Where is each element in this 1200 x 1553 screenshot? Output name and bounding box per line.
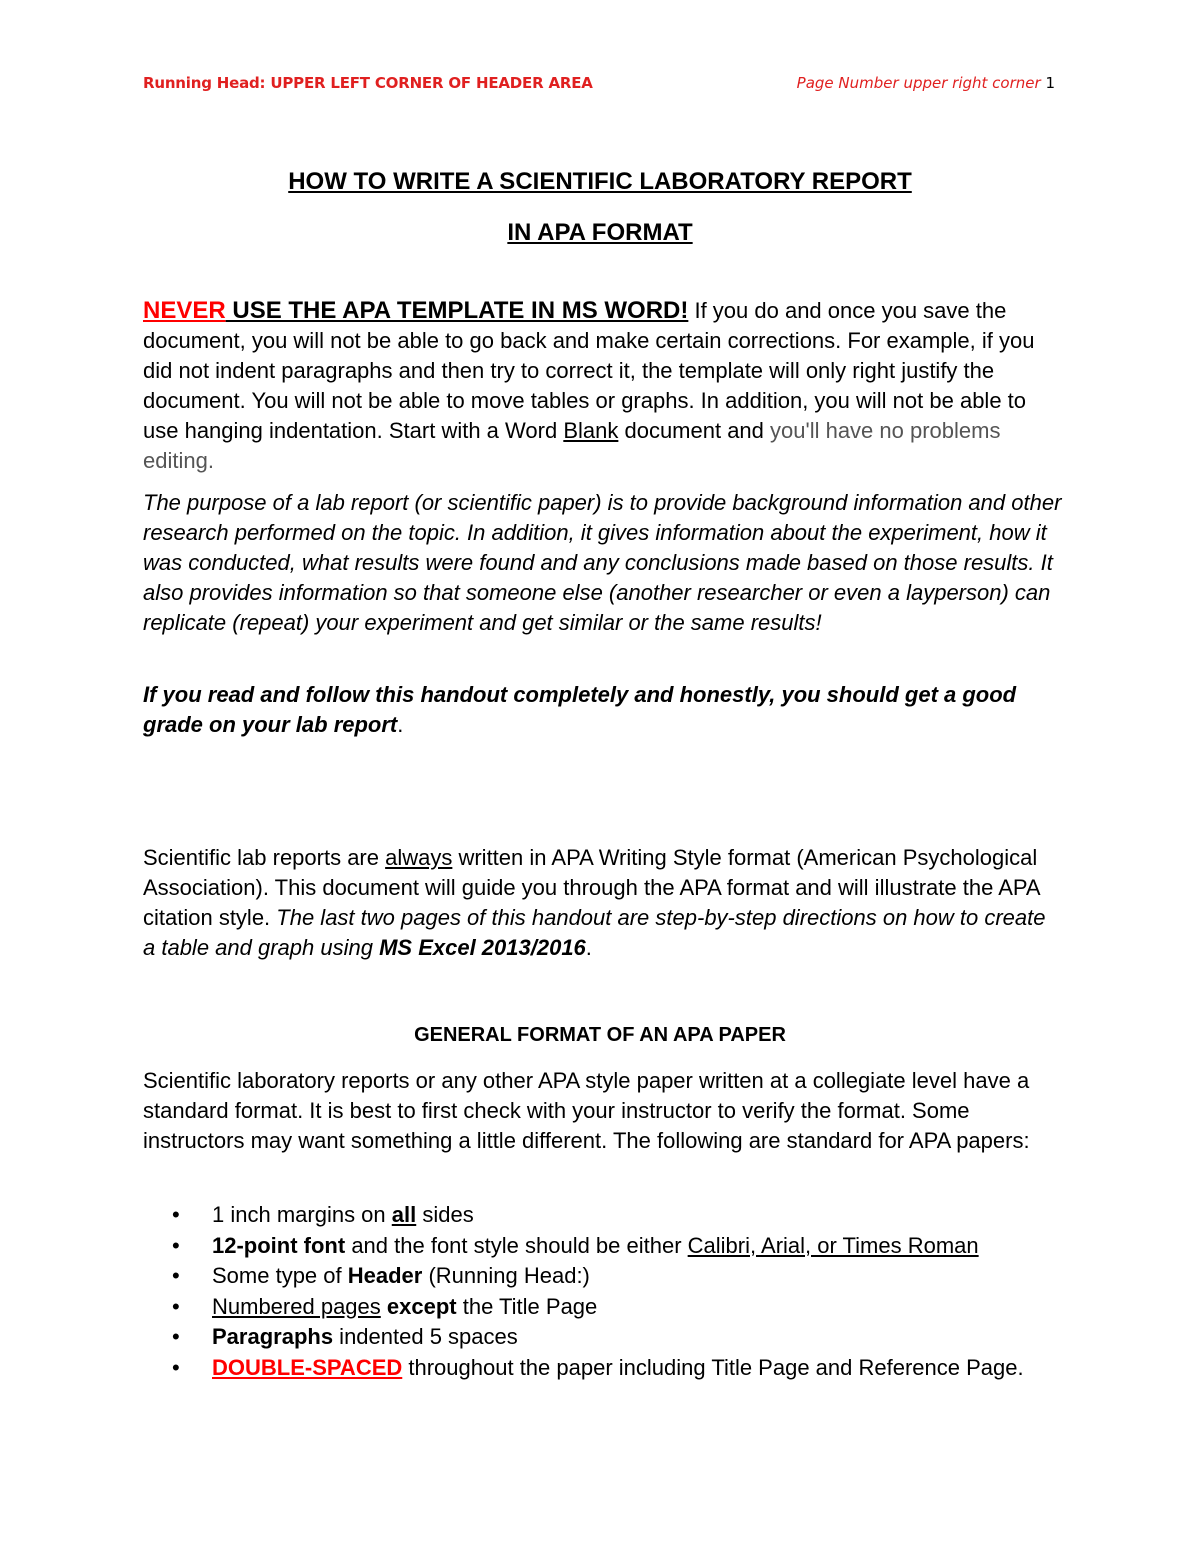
warning-body-tail: you'll have no problems editing. [143, 418, 1001, 473]
running-head: Running Head: UPPER LEFT CORNER OF HEADER AREA [143, 74, 593, 92]
warning-headline: USE THE APA TEMPLATE IN MS WORD! [225, 297, 689, 324]
advice-period: . [397, 712, 404, 737]
list-item-text: 1 inch margins on [212, 1202, 392, 1227]
all-emphasis: all [391, 1202, 417, 1227]
page-number-area [797, 74, 1055, 92]
list-item-text: indented 5 spaces [333, 1324, 518, 1349]
blank-emphasis: Blank [563, 418, 619, 443]
never-emphasis: NEVER [143, 297, 226, 324]
font-styles-emphasis: Calibri, Arial, or Times Roman [687, 1232, 979, 1258]
list-item [143, 1231, 1043, 1262]
general-format-heading: GENERAL FORMAT OF AN APA PAPER [414, 1024, 786, 1046]
list-item-text: Some type of [212, 1263, 348, 1288]
list-item-text: (Running Head:) [422, 1263, 590, 1288]
list-item [143, 1200, 1043, 1231]
page-number-label: Page Number upper right corner [796, 74, 1041, 92]
intro-text-4: . [585, 935, 592, 960]
template-warning-paragraph [143, 296, 1063, 476]
list-item-text: sides [416, 1202, 474, 1227]
apa-format-list [143, 1200, 1043, 1383]
list-item-text: and the font style should be either [345, 1232, 688, 1258]
header-emphasis: Header [347, 1263, 423, 1288]
intro-text-2: written in APA Writing Style format (American Psychological Association). This document will guide you through the APA format and will illustrate the APA citation style. [143, 845, 1040, 930]
always-emphasis: always [385, 845, 453, 870]
general-format-paragraph: Scientific laboratory reports or any other APA style paper written at a collegiate level have a standard format. It is best to first check with your instructor to verify the format. Some instructors may want something a little different. The following are standard for APA papers: [143, 1068, 1030, 1153]
page-number: 1 [1045, 74, 1055, 92]
list-item-text: the Title Page [456, 1293, 598, 1319]
paragraphs-emphasis: Paragraphs [212, 1324, 334, 1349]
list-item [143, 1353, 1043, 1384]
intro-text-1: Scientific lab reports are [143, 845, 386, 870]
excel-emphasis: MS Excel 2013/2016 [379, 935, 586, 960]
font-size-emphasis: 12-point font [212, 1232, 346, 1258]
numbered-pages-emphasis: Numbered pages [212, 1293, 381, 1319]
intro-paragraph [143, 843, 1063, 963]
except-emphasis: except [386, 1293, 457, 1319]
advice-text: If you read and follow this handout completely and honestly, you should get a good grade on your lab report [143, 682, 1017, 737]
list-item [143, 1292, 1043, 1323]
warning-body: If you do and once you save the document, you will not be able to go back and make certain corrections. For example, if you did not indent paragraphs and then try to correct it, the template will only right justify the document. You will not be able to move tables or graphs. In addition, you will not be able to use hanging indentation. Start with a Word [143, 298, 1035, 443]
list-item [143, 1322, 1043, 1353]
list-item-text: throughout the paper including Title Page and Reference Page. [402, 1354, 1024, 1380]
document-title-line1: HOW TO WRITE A SCIENTIFIC LABORATORY REPORT [288, 168, 912, 195]
list-item [143, 1261, 1043, 1292]
advice-paragraph [143, 680, 1063, 740]
purpose-paragraph: The purpose of a lab report (or scientific paper) is to provide background information and other research performed on the topic. In addition, it gives information about the experiment, how it was conducted, what results were found and any conclusions made based on those results. It also provides information so that someone else (another researcher or even a layperson) can replicate (repeat) your experiment and get similar or the same results! [143, 490, 1062, 635]
intro-text-3: The last two pages of this handout are step-by-step directions on how to create a table and graph using [143, 905, 1046, 960]
warning-body-end: document and [618, 418, 771, 443]
double-spaced-emphasis: DOUBLE-SPACED [212, 1354, 403, 1380]
document-title-line2: IN APA FORMAT [507, 219, 693, 246]
